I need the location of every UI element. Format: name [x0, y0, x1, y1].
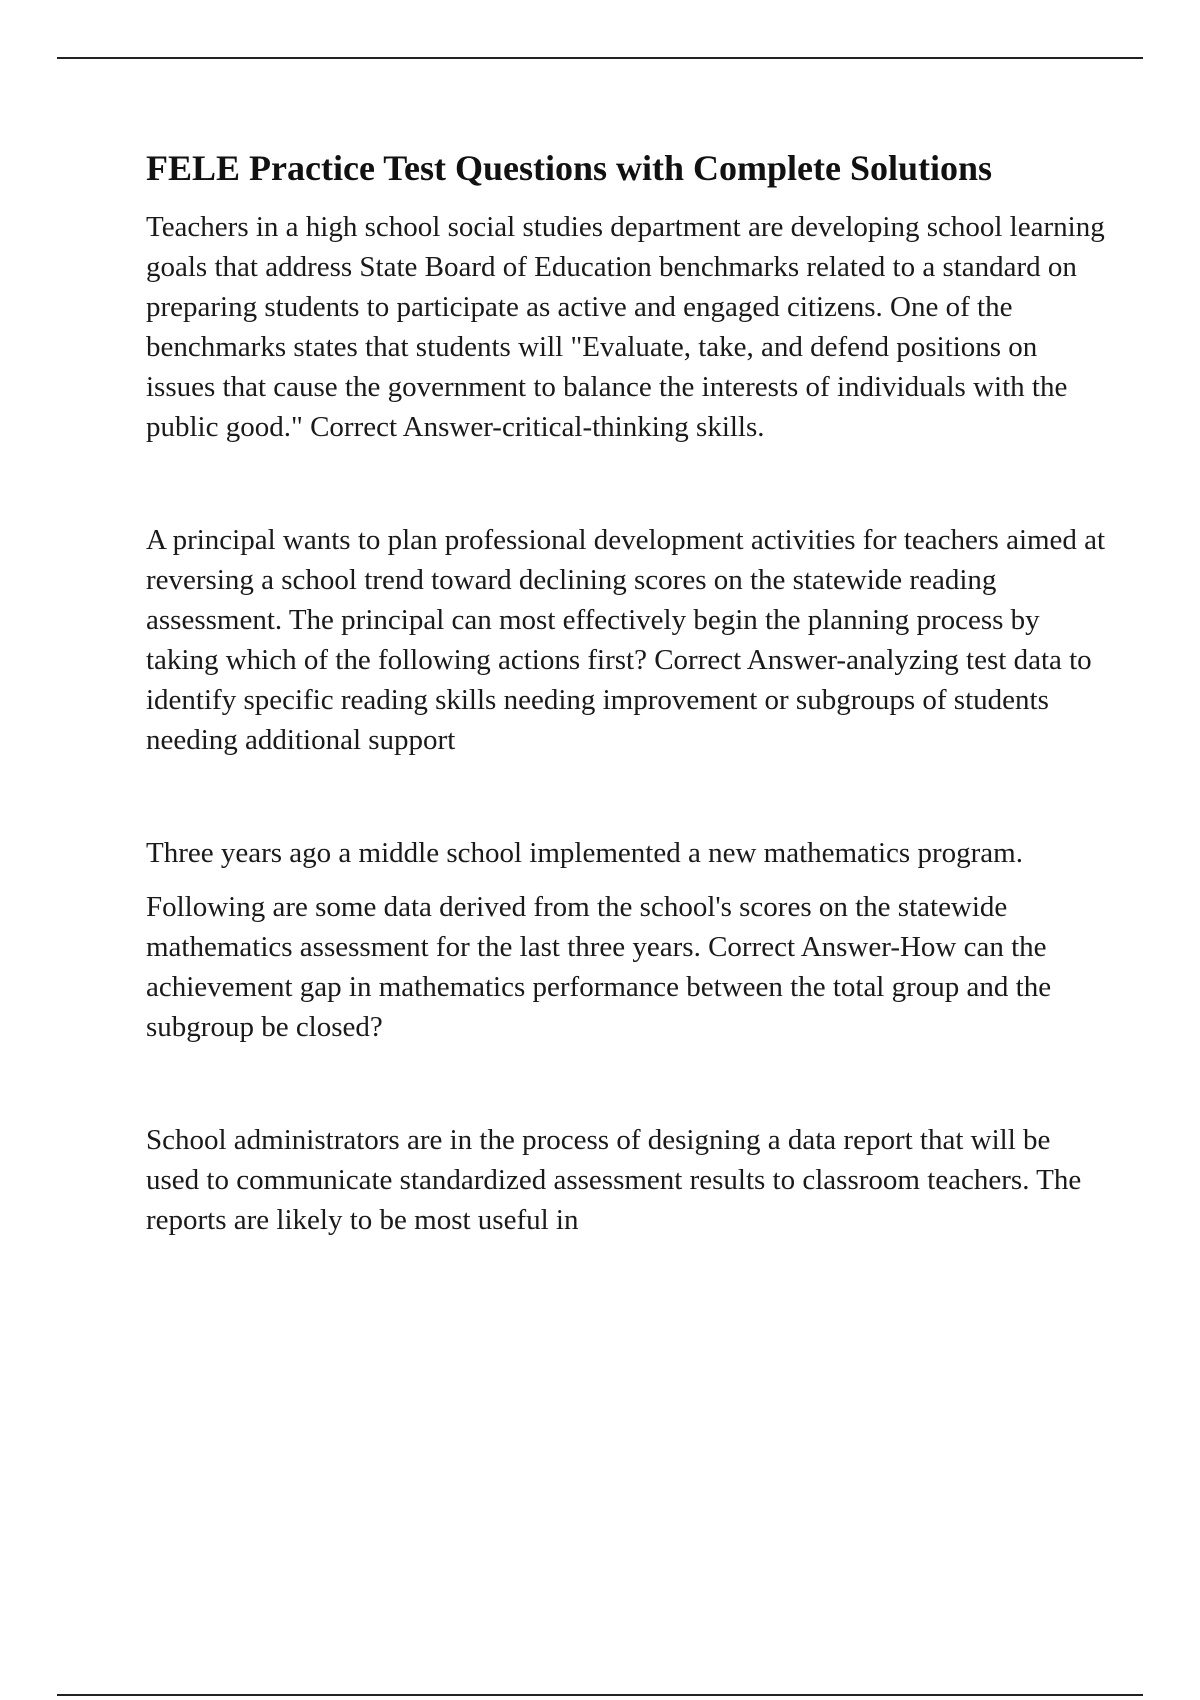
bottom-rule: [57, 1694, 1143, 1696]
question-paragraph-5: School administrators are in the process of designing a data report that will be used to communicate standardized assessment results to classroom teachers. The reports are likely to be most useful in: [146, 1124, 1082, 1236]
question-paragraph-2: A principal wants to plan professional development activities for teachers aimed at reversing a school trend toward declining scores on the statewide reading assessment. The principal can most effectively begin the planning process by taking which of the following actions first? Correct Answer-analyzing test data to identify specific reading skills needing improvement or subgroups of students needing additional support: [146, 524, 1106, 756]
question-paragraph-4: Following are some data derived from the school's scores on the statewide mathematics assessment for the last three years. Correct Answer-How can the achievement gap in mathematics performance between the total group and the subgroup be closed?: [146, 891, 1052, 1043]
document-title: FELE Practice Test Questions with Complete Solutions: [146, 148, 993, 188]
document-body: [146, 143, 1106, 1240]
question-paragraph-3: Three years ago a middle school implemented a new mathematics program.: [146, 837, 1023, 869]
top-rule: [57, 57, 1143, 59]
question-paragraph-1: Teachers in a high school social studies department are developing school learning goals that address State Board of Education benchmarks related to a standard on preparing students to participate as active and engaged citizens. One of the benchmarks states that students will "Evaluate, take, and defend positions on issues that cause the government to balance the interests of individuals with the public good." Correct Answer-critical-thinking skills.: [146, 211, 1105, 443]
